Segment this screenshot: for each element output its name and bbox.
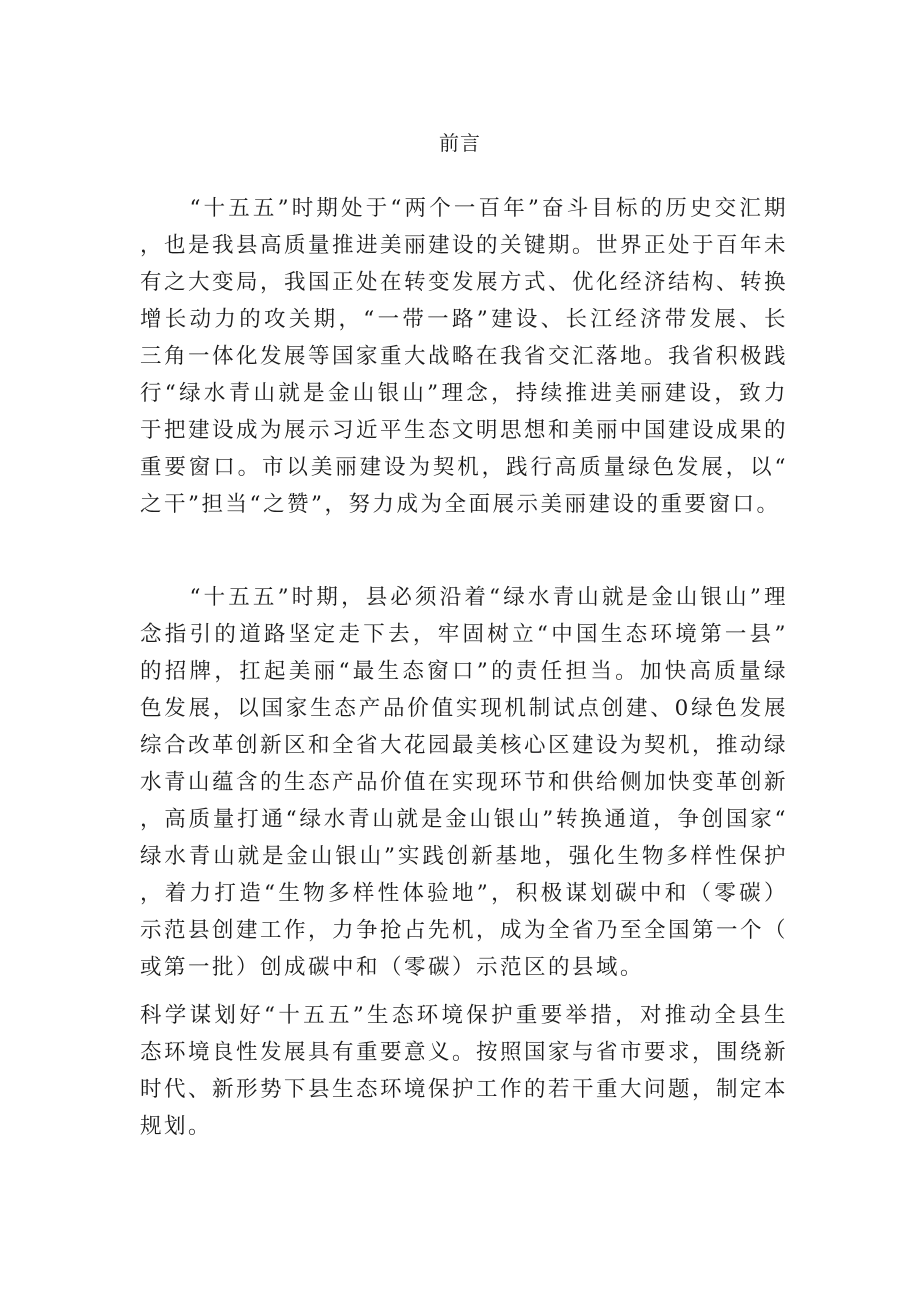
page-title: 前言 <box>439 131 481 155</box>
paragraph-3: 科学谋划好“十五五”生态环境保护重要举措，对推动全县生态环境良性发展具有重要意义。按照国家与省市要求，围绕新时代、新形势下县生态环境保护工作的若干重大问题，制定本规划。 <box>140 1003 789 1139</box>
paragraph-2: “十五五”时期，县必须沿着“绿水青山就是金山银山”理念指引的道路坚定走下去，牢固树立“中国生态环境第一县”的招牌，扛起美丽“最生态窗口”的责任担当。加快高质量绿色发展，以国家生态产品价值实现机制试点创建、0绿色发展综合改革创新区和全省大花园最美核心区建设为契机，推动绿水青山蕴含的生态产品价值在实现环节和供给侧加快变革创新，高质量打通“绿水青山就是金山银山”转换通道，争创国家“绿水青山就是金山银山”实践创新基地，强化生物多样性保护，着力打造“生物多样性体验地”，积极谋划碳中和（零碳）示范县创建工作，力争抢占先机，成为全省乃至全国第一个（或第一批）创成碳中和（零碳）示范区的县域。 <box>140 585 789 980</box>
paragraph-1: “十五五”时期处于“两个一百年”奋斗目标的历史交汇期，也是我县高质量推进美丽建设的关键期。世界正处于百年未有之大变局，我国正处在转变发展方式、优化经济结构、转换增长动力的攻关期，“一带一路”建设、长江经济带发展、长三角一体化发展等国家重大战略在我省交汇落地。我省积极践行“绿水青山就是金山银山”理念，持续推进美丽建设，致力于把建设成为展示习近平生态文明思想和美丽中国建设成果的重要窗口。市以美丽建设为契机，践行高质量绿色发展，以“之干”担当“之赞”，努力成为全面展示美丽建设的重要窗口。 <box>140 196 789 517</box>
